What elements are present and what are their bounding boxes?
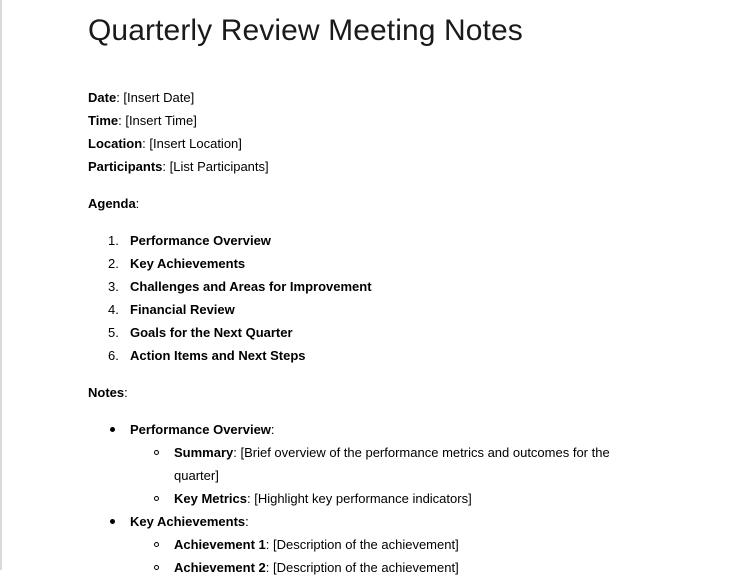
participants-line xyxy=(88,155,688,178)
notes-subitem-achievement-1 xyxy=(88,533,624,556)
agenda-item-number: 4. xyxy=(108,302,119,317)
agenda-item-number: 1. xyxy=(108,233,119,248)
agenda-suffix: : xyxy=(135,196,140,211)
subitem-label: Key Metrics xyxy=(174,491,247,506)
location-label: Location xyxy=(88,136,143,151)
notes-item-suffix: : xyxy=(245,514,249,529)
subitem-label: Achievement 1 xyxy=(174,537,266,552)
agenda-item xyxy=(88,229,688,252)
agenda-item-text: Action Items and Next Steps xyxy=(130,348,306,363)
notes-item-label: Performance Overview xyxy=(130,422,271,437)
participants-label: Participants xyxy=(88,159,163,174)
agenda-item-text: Performance Overview xyxy=(130,233,271,248)
participants-value: : [List Participants] xyxy=(162,159,269,174)
performance-overview-sublist xyxy=(88,441,688,510)
page-left-edge xyxy=(0,0,2,570)
agenda-item-number: 6. xyxy=(108,348,119,363)
time-line xyxy=(88,109,688,132)
subitem-value: : [Brief overview of the performance metrics and outcomes for the quarter] xyxy=(174,445,610,483)
subitem-label: Achievement 2 xyxy=(174,560,266,575)
notes-subitem-summary xyxy=(88,441,624,487)
notes-item-key-achievements xyxy=(88,510,688,533)
notes-heading xyxy=(88,381,688,404)
notes-list xyxy=(88,418,688,579)
agenda-item-text: Key Achievements xyxy=(130,256,246,271)
agenda-item xyxy=(88,298,688,321)
agenda-item xyxy=(88,252,688,275)
bullet-circle-icon xyxy=(154,565,159,570)
bullet-disc-icon xyxy=(110,427,115,432)
document-title: Quarterly Review Meeting Notes xyxy=(88,14,523,47)
notes-subitem-achievement-2 xyxy=(88,556,624,579)
agenda-heading xyxy=(88,192,688,215)
location-value: : [Insert Location] xyxy=(142,136,242,151)
agenda-item-text: Challenges and Areas for Improvement xyxy=(130,279,372,294)
agenda-item-number: 2. xyxy=(108,256,119,271)
subitem-value: : [Description of the achievement] xyxy=(265,560,459,575)
notes-subitem-key-metrics xyxy=(88,487,624,510)
document-page xyxy=(88,0,688,579)
agenda-label: Agenda xyxy=(88,196,136,211)
date-label: Date xyxy=(88,90,117,105)
bullet-circle-icon xyxy=(154,450,159,455)
notes-suffix: : xyxy=(124,385,128,400)
agenda-item-number: 5. xyxy=(108,325,119,340)
agenda-item xyxy=(88,275,688,298)
date-value: : [Insert Date] xyxy=(116,90,195,105)
subitem-value: : [Description of the achievement] xyxy=(265,537,459,552)
notes-label: Notes xyxy=(88,385,125,400)
sub-list-container xyxy=(88,441,688,510)
agenda-item xyxy=(88,344,688,367)
sub-list-container xyxy=(88,533,688,579)
date-line xyxy=(88,86,688,109)
notes-item-label: Key Achievements xyxy=(130,514,246,529)
agenda-item xyxy=(88,321,688,344)
location-line xyxy=(88,132,688,155)
notes-item-suffix: : xyxy=(270,422,275,437)
time-label: Time xyxy=(88,113,119,128)
bullet-circle-icon xyxy=(154,496,159,501)
meeting-details xyxy=(88,86,688,178)
subitem-label: Summary xyxy=(174,445,234,460)
agenda-item-text: Financial Review xyxy=(130,302,235,317)
agenda-list xyxy=(88,229,688,367)
time-value: : [Insert Time] xyxy=(118,113,197,128)
bullet-circle-icon xyxy=(154,542,159,547)
subitem-value: : [Highlight key performance indicators] xyxy=(246,491,472,506)
agenda-item-number: 3. xyxy=(108,279,119,294)
bullet-disc-icon xyxy=(110,519,115,524)
notes-item-performance-overview xyxy=(88,418,688,441)
agenda-item-text: Goals for the Next Quarter xyxy=(130,325,293,340)
key-achievements-sublist xyxy=(88,533,688,579)
